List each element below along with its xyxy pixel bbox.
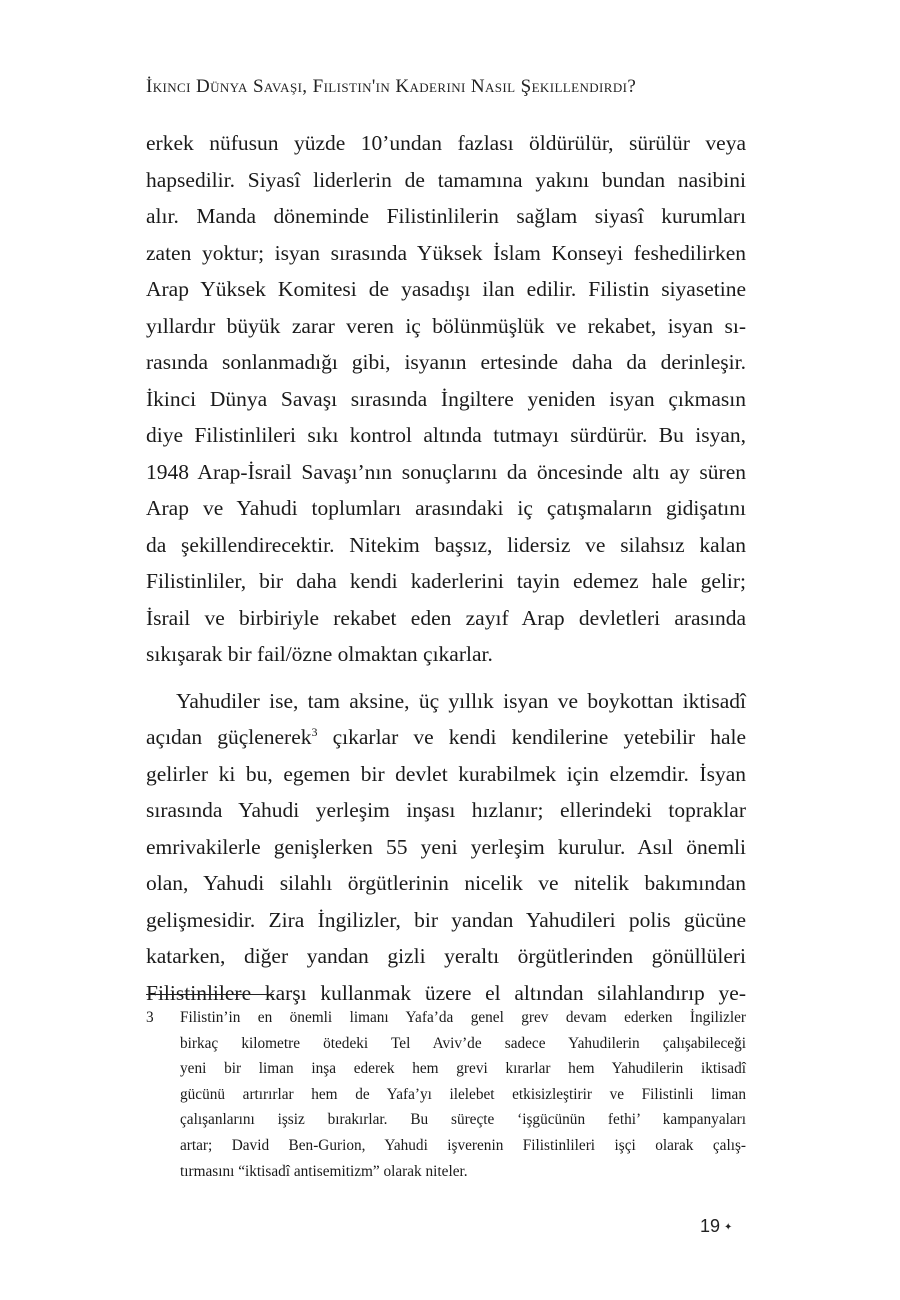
footnote-number: 3 xyxy=(146,1009,154,1026)
text-line: Yahudiler ise, tam aksine, üç yıllık isyan ve boykottan iktisadî xyxy=(176,688,746,713)
page-number: 19 xyxy=(700,1216,721,1236)
text-line: yıllardır büyük zarar veren iç bölünmüşlük ve rekabet, isyan sı- xyxy=(146,313,746,338)
text-line: sıkışarak bir fail/özne olmaktan çıkarlar. xyxy=(146,642,493,666)
footnote-line: Filistin’in en önemli limanı Yafa’da genel grev devam ederken İngilizler xyxy=(180,1009,746,1026)
text-line: rasında sonlanmadığı gibi, isyanın ertesinde daha da derinleşir. xyxy=(146,350,746,374)
text-line: gelirler ki bu, egemen bir devlet kurabilmek için elzemdir. İsyan xyxy=(146,761,746,786)
text-line-with-footnote-ref xyxy=(146,719,746,756)
footnote-line: gücünü artırırlar hem de Yafa’yı ilelebet etkisizleştirir ve Filistinli liman xyxy=(180,1085,746,1103)
text-line: zaten yoktur; isyan sırasında Yüksek İslam Konseyi feshedilirken xyxy=(146,240,746,265)
text-segment: çıkarlar ve kendi kendilerine yetebilir hale xyxy=(317,725,747,749)
text-line: diye Filistinlileri sıkı kontrol altında tutmayı sürdürür. Bu isyan, xyxy=(146,423,746,447)
footnote-line: tırmasını “iktisadî antisemitizm” olarak niteler. xyxy=(180,1162,468,1180)
text-line: İsrail ve birbiriyle rekabet eden zayıf Arap devletleri arasında xyxy=(146,605,746,630)
running-head: İkinci Dünya Savaşı, Filistin'in Kaderini Nasıl Şekillendirdi? xyxy=(146,76,637,97)
text-line: katarken, diğer yandan gizli yeraltı örgütlerinden gönüllüleri xyxy=(146,944,746,968)
footnote-line: artar; David Ben-Gurion, Yahudi işverenin Filistinlileri işçi olarak çalış- xyxy=(180,1136,746,1154)
text-segment: açıdan güçlenerek xyxy=(146,725,312,749)
text-line: erkek nüfusun yüzde 10’undan fazlası öldürülür, sürülür veya xyxy=(146,131,746,155)
page-number-block xyxy=(700,1216,732,1237)
text-line: olan, Yahudi silahlı örgütlerinin nicelik ve nitelik bakımından xyxy=(146,871,746,895)
footnote-line: yeni bir liman inşa ederek hem grevi kırarlar hem Yahudilerin iktisadî xyxy=(180,1060,746,1078)
text-line: Filistinlilere karşı kullanmak üzere el altından silahlandırıp ye- xyxy=(146,980,746,1005)
text-line: hapsedilir. Siyasî liderlerin de tamamına yakını bundan nasibini xyxy=(146,167,746,192)
footnote-divider xyxy=(146,994,274,995)
text-line: da şekillendirecektir. Nitekim başsız, lidersiz ve silahsız kalan xyxy=(146,532,746,557)
ornament-icon: ✦ xyxy=(724,1221,733,1233)
paragraph-2 xyxy=(146,683,746,1012)
text-line: İkinci Dünya Savaşı sırasında İngiltere yeniden isyan çıkmasın xyxy=(146,386,746,411)
paragraph-spacing xyxy=(146,673,746,683)
footnote-reference[interactable]: 3 xyxy=(311,724,318,739)
main-text xyxy=(146,125,746,1011)
text-line: Arap ve Yahudi toplumları arasındaki iç çatışmaların gidişatını xyxy=(146,496,746,520)
footnote-line: birkaç kilometre ötedeki Tel Aviv’de sadece Yahudilerin çalışabileceği xyxy=(180,1034,746,1052)
text-line: sırasında Yahudi yerleşim inşası hızlanır; ellerindeki topraklar xyxy=(146,798,746,822)
text-line: gelişmesidir. Zira İngilizler, bir yandan Yahudileri polis gücüne xyxy=(146,907,746,932)
paragraph-1 xyxy=(146,125,746,673)
text-line: Arap Yüksek Komitesi de yasadışı ilan edilir. Filistin siyasetine xyxy=(146,277,746,301)
text-line: alır. Manda döneminde Filistinlilerin sağlam siyasî kurumları xyxy=(146,204,746,228)
footnote-text xyxy=(180,1005,746,1184)
text-line: emrivakilerle genişlerken 55 yeni yerleşim kurulur. Asıl önemli xyxy=(146,834,746,859)
footnote-line: çalışanlarını işsiz bırakırlar. Bu süreçte ‘işgücünün fethi’ kampanyaları xyxy=(180,1111,746,1129)
text-line: Filistinliler, bir daha kendi kaderlerini tayin edemez hale gelir; xyxy=(146,569,746,593)
text-line: 1948 Arap-İsrail Savaşı’nın sonuçlarını da öncesinde altı ay süren xyxy=(146,459,746,484)
